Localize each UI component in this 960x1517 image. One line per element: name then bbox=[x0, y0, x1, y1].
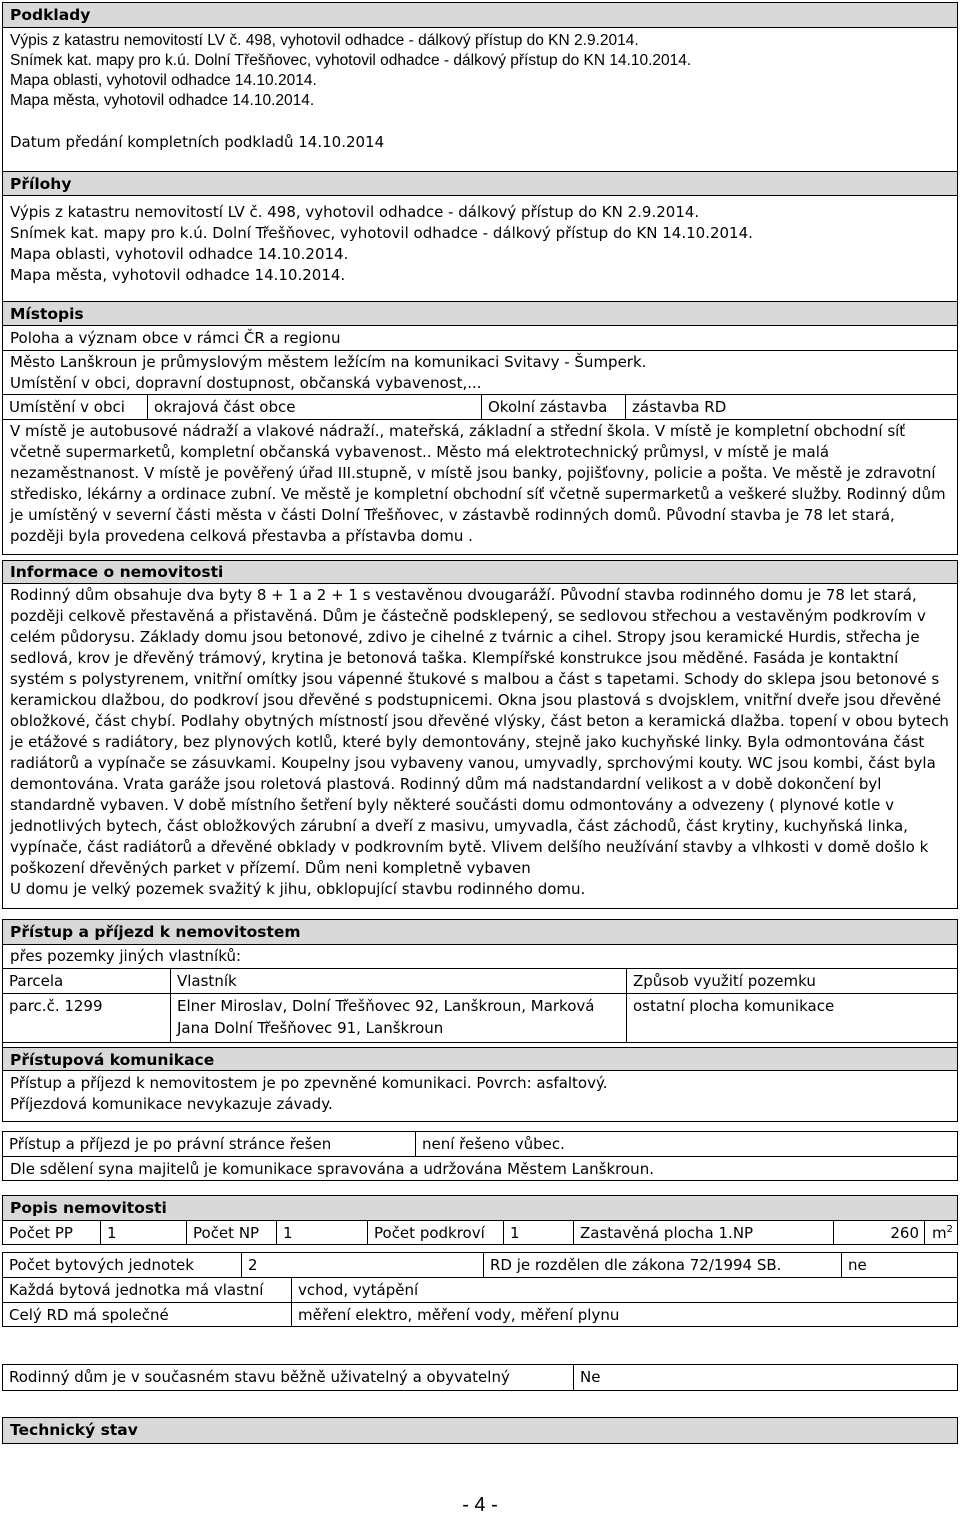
pp-value: 1 bbox=[100, 1221, 186, 1245]
zastavena-label: Zastavěná plocha 1.NP bbox=[573, 1221, 833, 1245]
np-label: Počet NP bbox=[186, 1221, 276, 1245]
podklady-line: Mapa města, vyhotovil odhadce 14.10.2014. bbox=[10, 92, 315, 109]
pravni-label: Přístup a příjezd je po právní stránce řešen bbox=[9, 1135, 332, 1153]
mistopis-poloha: Poloha a význam obce v rámci ČR a regionu bbox=[3, 326, 957, 351]
np-value: 1 bbox=[276, 1221, 367, 1245]
pristup-table-header bbox=[3, 969, 957, 994]
popis-section bbox=[2, 1195, 958, 1245]
popis-counts-row bbox=[3, 1221, 957, 1245]
byty-label: Počet bytových jednotek bbox=[9, 1256, 194, 1274]
technicky-header: Technický stav bbox=[3, 1418, 957, 1443]
podklady-line: Výpis z katastru nemovitostí LV č. 498, vyhotovil odhadce - dálkový přístup do KN 2.9.2014. bbox=[10, 32, 639, 49]
col-vlastnik: Vlastník bbox=[170, 969, 626, 993]
mistopis-text: V místě je autobusové nádraží a vlakové nádraží., mateřská, základní a střední škola. V místě je kompletní obchodní síť včetně supermarketů, kompletní občanská vybavenost.. Město má elektrotechnický průmysl, v místě je malá nezaměstnanost. V místě je pověřený úřad III.stupně, v místě jsou banky, pojišťovny, policie a pošta. Ve městě je zdravotní středisko, lékárny a ordinace zubní. Ve městě je kompletní obchodní síť včetně supermarketů a veškeré služby. Rodinný dům je umístěný v severní části města v části Dolní Třešňovec, v zástavbě rodinných domů. Původní stavba je 78 let stará, později byla provedena celková přestavba a přístavba domu . bbox=[10, 422, 946, 545]
pravni-section bbox=[2, 1131, 958, 1181]
podklady-datum: Datum předání kompletních podkladů 14.10.2014 bbox=[10, 133, 385, 151]
spolecne-row bbox=[3, 1303, 957, 1327]
komunikace-header: Přístupová komunikace bbox=[3, 1047, 957, 1071]
prilohy-line: Snímek kat. mapy pro k.ú. Dolní Třešňovec, vyhotovil odhadce - dálkový přístup do KN 14.10.2014. bbox=[10, 224, 753, 242]
pravni-text: Dle sdělení syna majitelů je komunikace spravována a udržována Městem Lanškroun. bbox=[10, 1160, 654, 1178]
spolecne-label: Celý RD má společné bbox=[9, 1306, 169, 1324]
zastavba-label: Okolní zástavba bbox=[481, 395, 625, 419]
vlastni-label: Každá bytová jednotka má vlastní bbox=[9, 1281, 264, 1299]
prilohy-header: Přílohy bbox=[3, 171, 957, 196]
pravni-value: není řešeno vůbec. bbox=[415, 1132, 957, 1156]
col-zpusob: Způsob využití pozemku bbox=[626, 969, 957, 993]
mistopis-mesto: Město Lanškroun je průmyslovým městem ležícím na komunikaci Svitavy - Šumperk. bbox=[10, 353, 647, 371]
prilohy-line: Mapa oblasti, vyhotovil odhadce 14.10.2014. bbox=[10, 245, 349, 263]
soucasny-section bbox=[2, 1364, 958, 1391]
podklady-line: Mapa oblasti, vyhotovil odhadce 14.10.2014. bbox=[10, 72, 317, 89]
vlastni-row bbox=[3, 1278, 957, 1303]
mistopis-umisteni-row bbox=[3, 395, 957, 420]
podklady-line: Snímek kat. mapy pro k.ú. Dolní Třešňovec, vyhotovil odhadce - dálkový přístup do KN 14.10.2014. bbox=[10, 52, 692, 69]
pristup-header: Přístup a příjezd k nemovitostem bbox=[3, 920, 957, 945]
soucasny-row bbox=[3, 1365, 957, 1390]
row-parcela: parc.č. 1299 bbox=[9, 997, 103, 1015]
row-vlastnik: Elner Miroslav, Dolní Třešňovec 92, Lanškroun, Marková Jana Dolní Třešňovec 91, Lanškroun bbox=[170, 994, 626, 1042]
page-number: - 4 - bbox=[462, 1494, 498, 1516]
mistopis-umisteni: Umístění v obci, dopravní dostupnost, občanská vybavenost,... bbox=[3, 373, 957, 395]
zakon-value: ne bbox=[841, 1253, 957, 1277]
popis-header: Popis nemovitosti bbox=[3, 1196, 957, 1221]
podkrovi-value: 1 bbox=[503, 1221, 573, 1245]
technicky-section bbox=[2, 1417, 958, 1444]
pristup-pres: přes pozemky jiných vlastníků: bbox=[3, 945, 957, 969]
informace-text: Rodinný dům obsahuje dva byty 8 + 1 a 2 + 1 s vestavěnou dvougaráží. Původní stavba rodinného domu je 78 let stará, později celkově přestavěná a přistavěná. Dům je částečně podsklepený, se sedlovou střechou a vestavěným podkrovím v celém půdorysu. Základy domu jsou betonové, zdivo je cihelné z tvárnic a cihel. Stropy jsou keramické Hurdis, střecha je sedlová, krov je dřevěný trámový, krytina je betonová taška. Klempířské konstrukce jsou měděné. Fasáda je kontaktní systém s polystyrenem, vnitřní omítky jsou vápenné štukové s malbou a část s tapetami. Schody do sklepa jsou betonové s keramickou dlažbou, do podkroví jsou dřevěné s podstupnicemi. Okna jsou plastová s dvojsklem, vnitřní dveře jsou dřevěné obložkové, část chybí. Podlahy obytných místností jsou dřevěné vlýsky, část beton a keramická dlažba. topení v obou bytech je etážové s radiátory, bez plynových kotlů, které byly demontovány, stejně jako kuchyňské linky. Byla odmontována část radiátorů a vypínače se zásuvkami. Koupelny jsou vybaveny vanou, umyvadly, sprchovými kouty. WC jsou kombi, část byla demontována. Vrata garáže jsou roletová plastová. Rodinný dům má nadstandardní velikost a v době dokončení byl standardně vybaven. V době místního šetření byly některé součásti domu odmontovány a odvezeny ( plynové kotle v jednotlivých bytech, část obložkových zárubní a dveří z masivu, umyvadla, část záchodů, část krytiny, kuchyňská linka, vypínače, část radiátorů a dřevěné obklady v podkrovním bytě. Vlivem delšího neužívání stavby a vlhkosti v domě došlo k poškození dřevěných parket v přízemí. Dům neni kompletně vybaven bbox=[10, 586, 949, 877]
umisteni-label: Umístění v obci bbox=[9, 398, 125, 416]
pristup-section bbox=[2, 919, 958, 1122]
vlastni-value: vchod, vytápění bbox=[291, 1278, 957, 1302]
podklady-section bbox=[2, 2, 958, 555]
soucasny-value: Ne bbox=[573, 1365, 957, 1390]
row-zpusob: ostatní plocha komunikace bbox=[626, 994, 957, 1042]
podkrovi-label: Počet podkroví bbox=[367, 1221, 503, 1245]
popis-byty-section bbox=[2, 1252, 958, 1327]
zastavba-value: zástavba RD bbox=[625, 395, 957, 419]
zakon-label: RD je rozdělen dle zákona 72/1994 SB. bbox=[483, 1253, 841, 1277]
zastavena-value bbox=[833, 1221, 957, 1245]
zastavena-number: 260 bbox=[890, 1224, 919, 1242]
komunikace-line: Přístup a příjezd k nemovitostem je po zpevněné komunikaci. Povrch: asfaltový. bbox=[10, 1074, 608, 1092]
byty-row bbox=[3, 1253, 957, 1278]
unit: $m^2$ bbox=[924, 1221, 953, 1245]
pristup-table-row bbox=[3, 994, 957, 1043]
komunikace-line: Příjezdová komunikace nevykazuje závady. bbox=[10, 1095, 333, 1113]
informace-section bbox=[2, 560, 958, 909]
prilohy-line: Výpis z katastru nemovitostí LV č. 498, vyhotovil odhadce - dálkový přístup do KN 2.9.2014. bbox=[10, 203, 700, 221]
prilohy-line: Mapa města, vyhotovil odhadce 14.10.2014. bbox=[10, 266, 346, 284]
podklady-header: Podklady bbox=[3, 3, 957, 28]
umisteni-value: okrajová část obce bbox=[147, 395, 481, 419]
informace-last: U domu je velký pozemek svažitý k jihu, obklopující stavbu rodinného domu. bbox=[10, 880, 586, 898]
informace-header: Informace o nemovitosti bbox=[3, 561, 957, 584]
col-parcela: Parcela bbox=[9, 972, 64, 990]
pravni-row bbox=[3, 1132, 957, 1157]
pp-label: Počet PP bbox=[9, 1224, 73, 1242]
byty-value: 2 bbox=[241, 1253, 483, 1277]
spolecne-value: měření elektro, měření vody, měření plynu bbox=[291, 1303, 957, 1327]
mistopis-header: Místopis bbox=[3, 301, 957, 326]
soucasny-label: Rodinný dům je v současném stavu běžně uživatelný a obyvatelný bbox=[9, 1368, 510, 1386]
